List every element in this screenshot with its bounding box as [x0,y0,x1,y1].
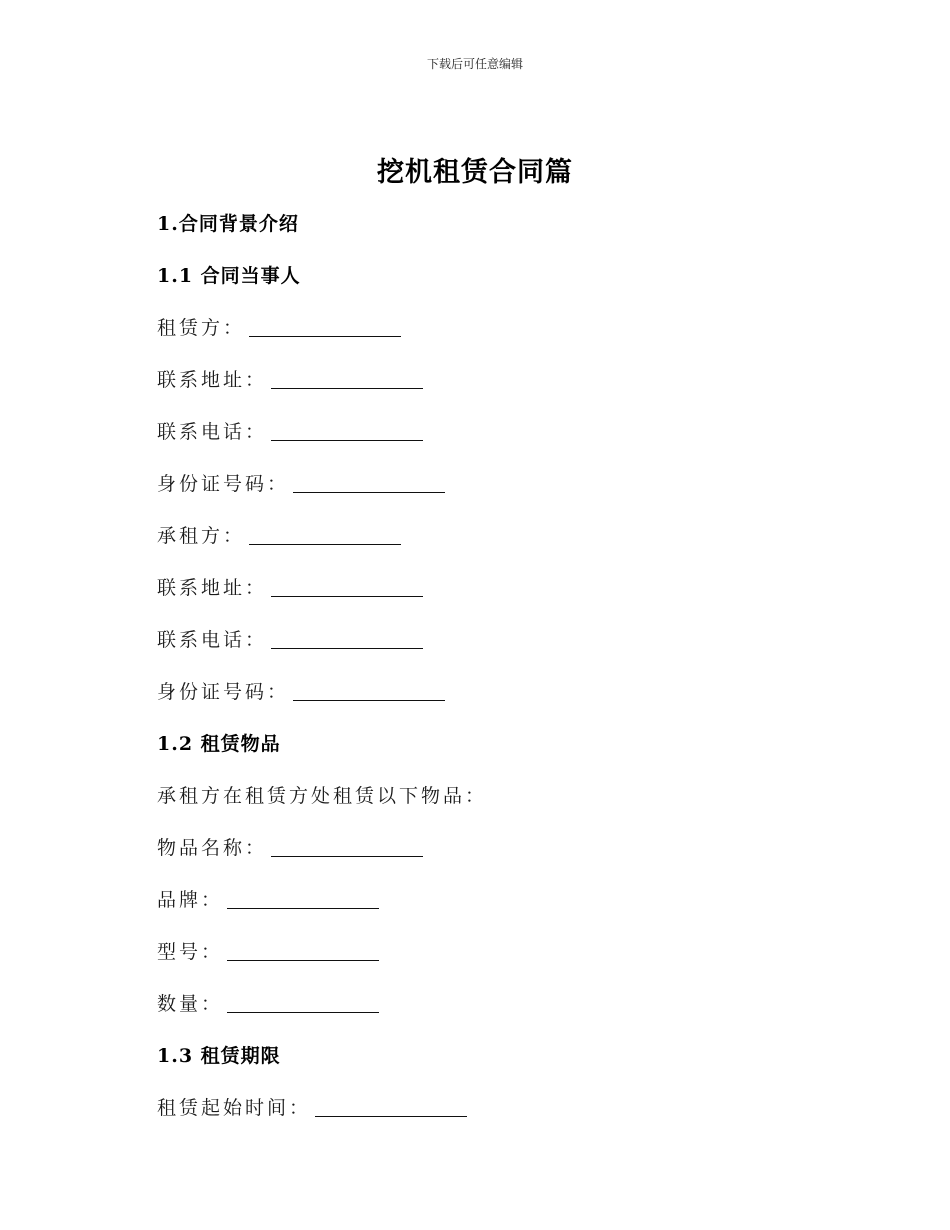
fill-in-blank[interactable] [315,1096,467,1117]
fill-in-blank[interactable] [227,992,379,1013]
subsection-heading-term: 1.3 租赁期限 [157,1044,281,1067]
fill-in-blank[interactable] [271,576,423,597]
lessor-address-field [157,352,797,404]
field-label: 身份证号码： [157,472,290,495]
lessee-phone-field [157,612,797,664]
items-intro-text: 承租方在租赁方处租赁以下物品： [157,784,488,807]
document-title: 挖机租赁合同篇 [377,157,573,188]
brand-field [157,872,797,924]
fill-in-blank[interactable] [293,472,445,493]
lessor-id-field [157,456,797,508]
fill-in-blank[interactable] [271,420,423,441]
fill-in-blank[interactable] [249,316,401,337]
quantity-field [157,976,797,1028]
fill-in-blank[interactable] [271,836,423,857]
fill-in-blank[interactable] [227,940,379,961]
lessee-address-field [157,560,797,612]
lessor-field [157,300,797,352]
fill-in-blank[interactable] [293,680,445,701]
fill-in-blank[interactable] [227,888,379,909]
document-body [157,196,797,1132]
field-label: 型号： [157,940,224,963]
field-label: 联系电话： [157,628,268,651]
field-label: 租赁起始时间： [157,1096,312,1119]
fill-in-blank[interactable] [249,524,401,545]
field-label: 品牌： [157,888,224,911]
lessee-field [157,508,797,560]
lease-start-field [157,1080,797,1132]
field-label: 承租方： [157,524,246,547]
item-name-field [157,820,797,872]
subsection-heading-parties: 1.1 合同当事人 [157,264,301,287]
fill-in-blank[interactable] [271,368,423,389]
section-heading: 1.合同背景介绍 [157,212,299,235]
page-header-note: 下载后可任意编辑 [426,57,523,71]
model-field [157,924,797,976]
field-label: 物品名称： [157,836,268,859]
field-label: 联系地址： [157,368,268,391]
lessor-phone-field [157,404,797,456]
field-label: 身份证号码： [157,680,290,703]
fill-in-blank[interactable] [271,628,423,649]
field-label: 租赁方： [157,316,246,339]
field-label: 数量： [157,992,224,1015]
subsection-heading-items: 1.2 租赁物品 [157,732,281,755]
field-label: 联系地址： [157,576,268,599]
field-label: 联系电话： [157,420,268,443]
lessee-id-field [157,664,797,716]
